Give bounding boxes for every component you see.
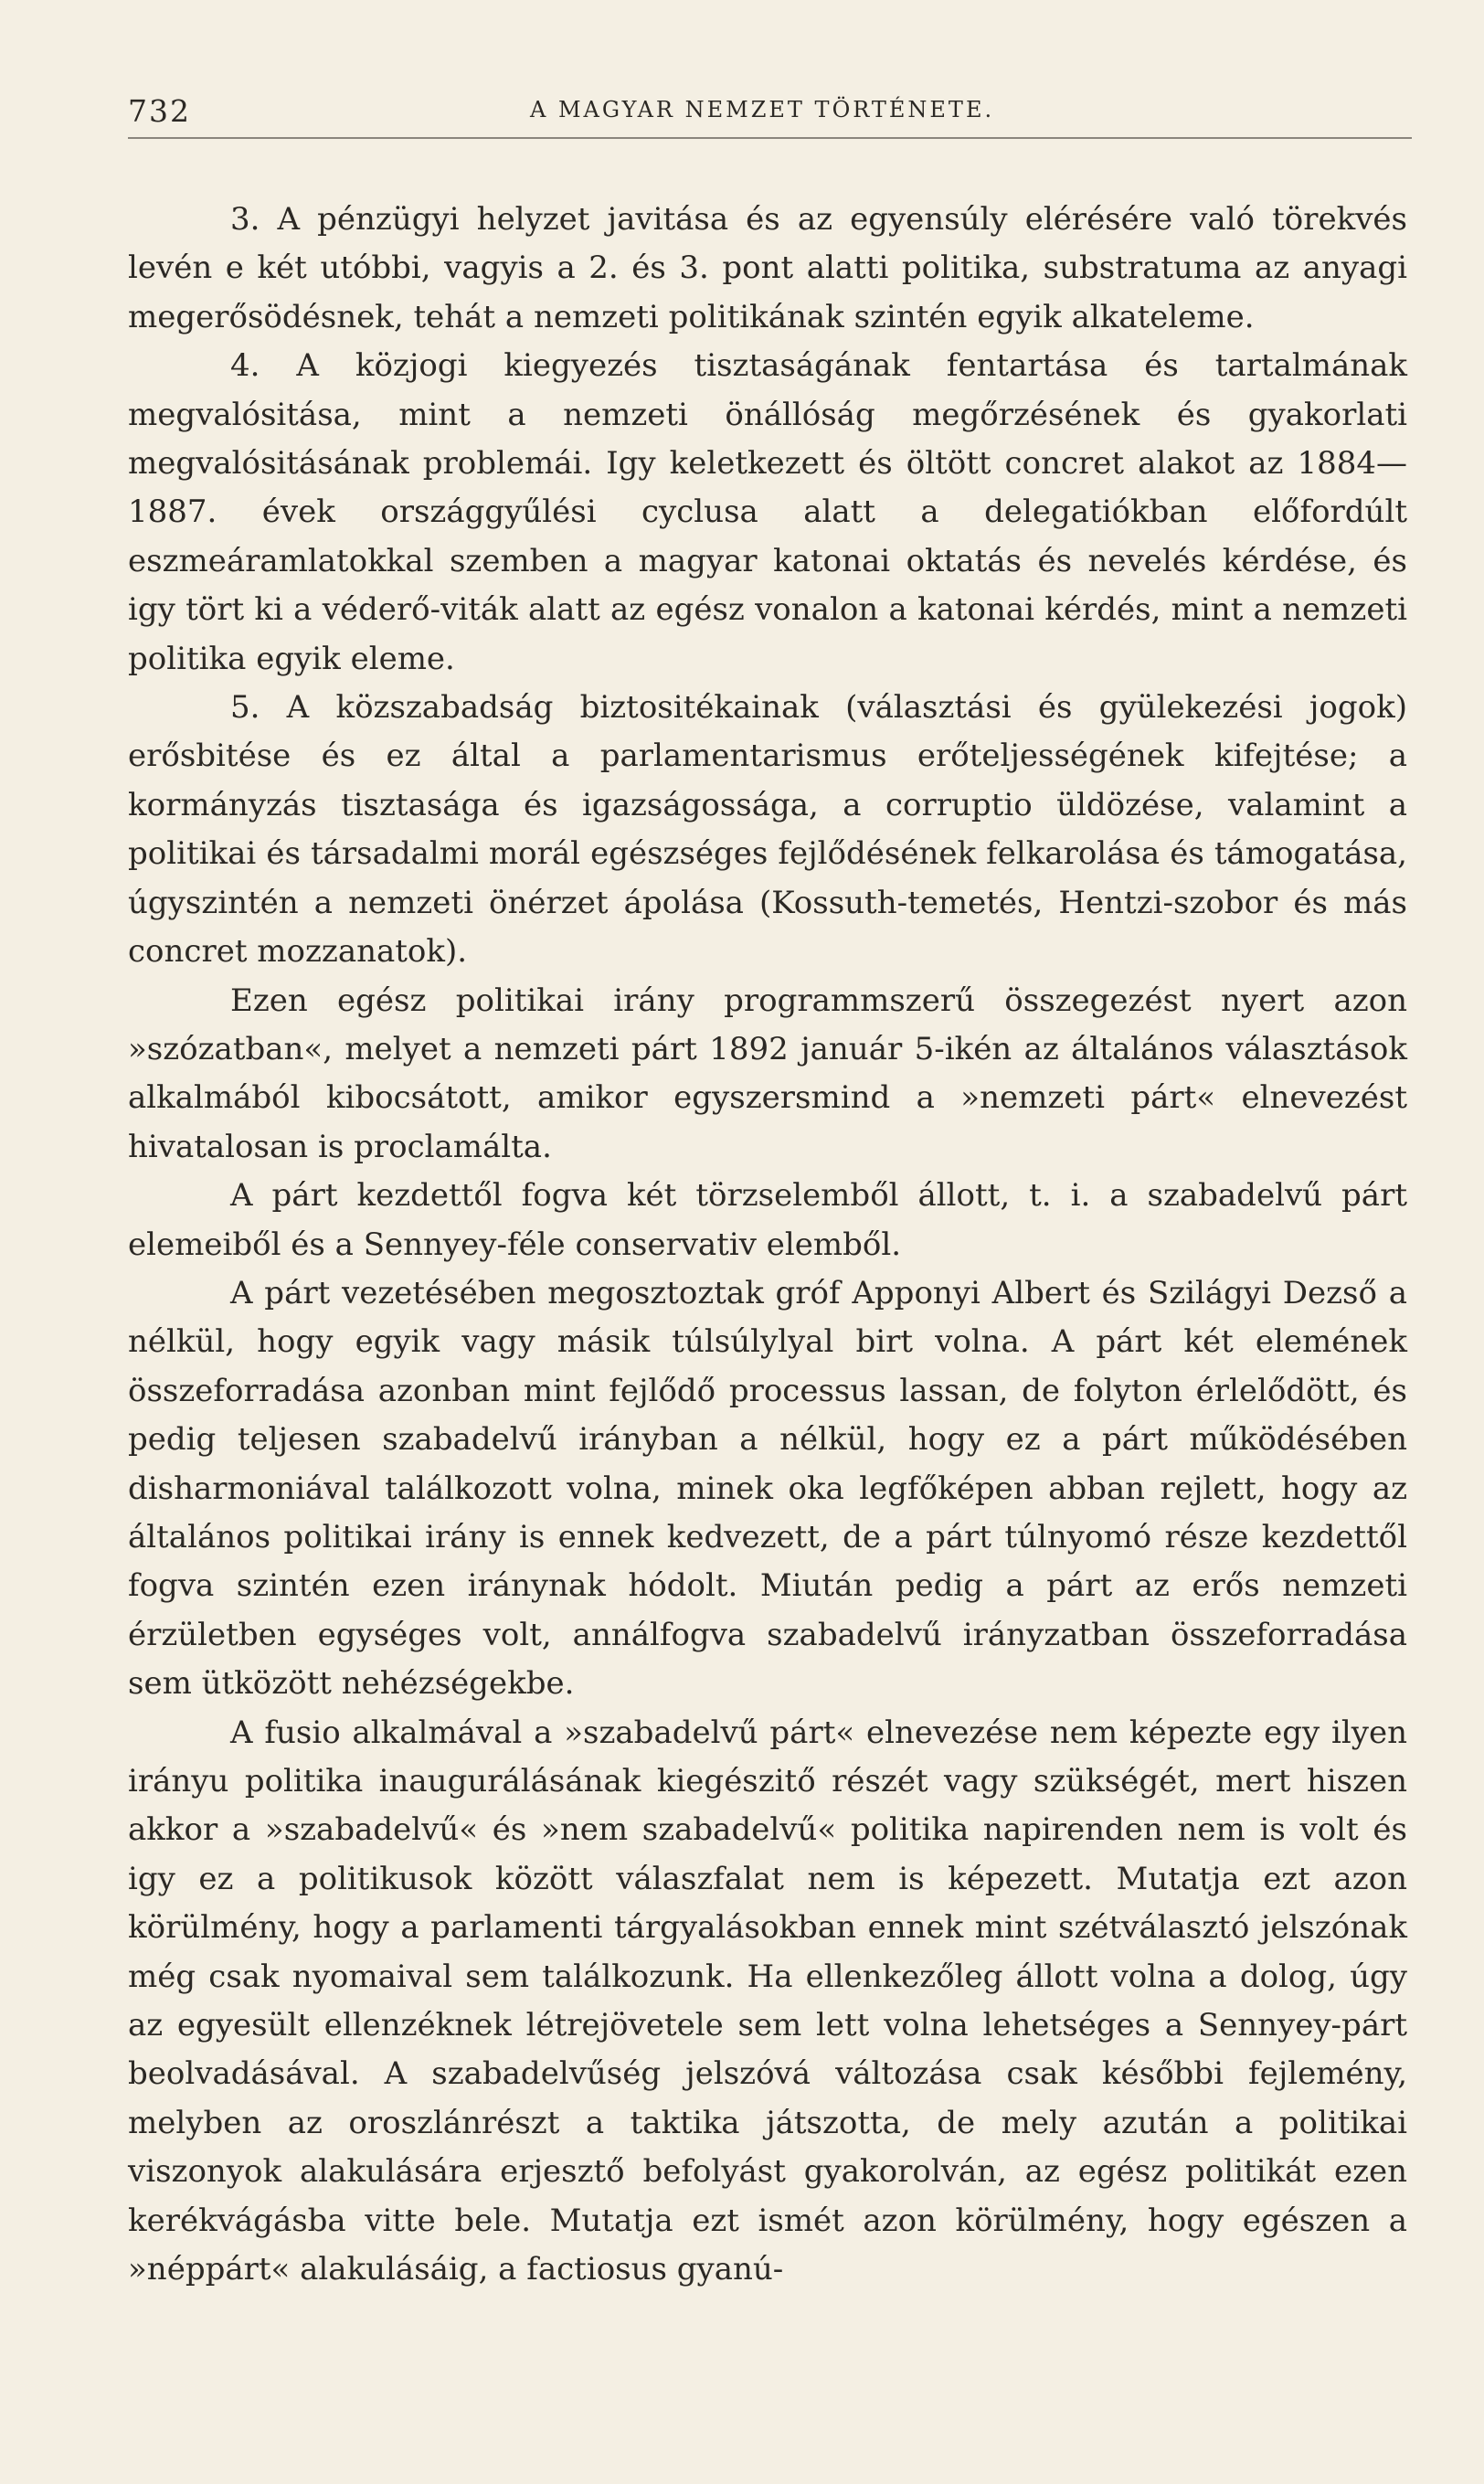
paragraph-fusio: A fusio alkalmával a »szabadelvű párt« elnevezése nem képezte egy ilyen irányu politika inaugurálásának kiegészitő részét vagy szükségét, mert hiszen akkor a »szabadelvű« és »nem szabadelvű« politika napirenden nem is volt és igy ez a politikusok között válaszfalat nem is képezett. Mutatja ezt azon körülmény, hogy a parlamenti tárgyalásokban ennek mint szétválasztó jelszónak még csak nyomaival sem találkozunk. Ha ellenkezőleg állott volna a dolog, úgy az egyesült ellenzéknek létrejövetele sem lett volna lehetséges a Sennyey-párt beolvadásával. A szabadelvűség jelszóvá változása csak későbbi fejlemény, melyben az oroszlánrészt a taktika játszotta, de mely azután a politikai viszonyok alakulására erjesztő befolyást gyakorolván, az egész politikát ezen kerékvágásba vitte bele. Mutatja ezt ismét azon körülmény, hogy egészen a »néppárt« alakulásáig, a factiosus gyanú- xyxy=(128,1714,1407,2288)
page-number: 732 xyxy=(128,93,191,129)
paragraph-torzelemek: A párt kezdettől fogva két törzselemből állott, t. i. a szabadelvű párt elemeiből és a Sennyey-féle conservativ elemből. xyxy=(128,1177,1407,1263)
paragraph-point-4: 4. A közjogi kiegyezés tisztaságának fentartása és tartalmának megvalósitása, mint a nemzeti önállóság megőrzésének és gyakorlati megvalósitásának problemái. Igy keletkezett és öltött concret alakot az 1884—1887. évek országgyűlési cyclusa alatt a delegatiókban előfordúlt eszmeáramlatokkal szemben a magyar katonai oktatás és nevelés kérdése, és igy tört ki a véderő-viták alatt az egész vonalon a katonai kérdés, mint a nemzeti politika egyik eleme. xyxy=(128,347,1407,677)
header-rule xyxy=(128,137,1412,139)
page-header xyxy=(128,93,1407,137)
paragraph-szozat: Ezen egész politikai irány programmszerű összegezést nyert azon »szózatban«, melyet a nemzeti párt 1892 január 5-ikén az általános választások alkalmából kibocsátott, amikor egyszersmind a »nemzeti párt« elnevezést hivatalosan is proclamálta. xyxy=(128,982,1407,1165)
running-title: A MAGYAR NEMZET TÖRTÉNETE. xyxy=(530,97,995,122)
paragraph-vezetes: A párt vezetésében megosztoztak gróf Apponyi Albert és Szilágyi Dezső a nélkül, hogy egyik vagy másik túlsúlylyal birt volna. A párt két elemének összeforradása azonban mint fejlődő processus lassan, de folyton érlelődött, és pedig teljesen szabadelvű irányban a nélkül, hogy ez a párt működésében disharmoniával találkozott volna, minek oka legfőképen abban rejlett, hogy az általános politikai irány is ennek kedvezett, de a párt túlnyomó része kezdettől fogva szintén ezen iránynak hódolt. Miután pedig a párt az erős nemzeti érzületben egységes volt, annálfogva szabadelvű irányzatban összeforradása sem ütközött nehézségekbe. xyxy=(128,1274,1407,1703)
body-text xyxy=(128,196,1407,2294)
paragraph-point-5: 5. A közszabadság biztositékainak (választási és gyülekezési jogok) erősbitése és ez által a parlamentarismus erőteljességének kifejtése; a kormányzás tisztasága és igazságossága, a corruptio üldözése, valamint a politikai és társadalmi morál egészséges fejlődésének felkarolása és támogatása, úgyszintén a nemzeti önérzet ápolása (Kossuth-temetés, Hentzi-szobor és más concret mozzanatok). xyxy=(128,689,1407,971)
paragraph-point-3: 3. A pénzügyi helyzet javitása és az egyensúly elérésére való törekvés levén e két utóbbi, vagyis a 2. és 3. pont alatti politika, substratuma az anyagi megerősödésnek, tehát a nemzeti politikának szintén egyik alkateleme. xyxy=(128,201,1407,335)
